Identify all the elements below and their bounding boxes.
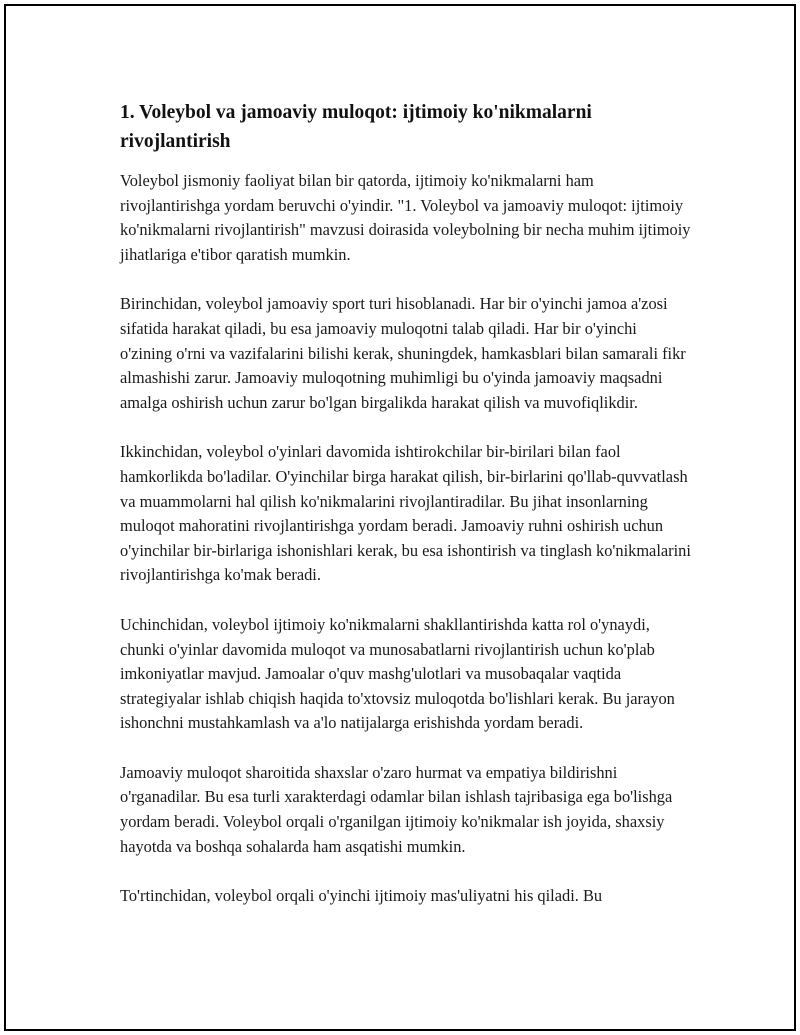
page-frame bbox=[4, 4, 796, 1031]
document-title: 1. Voleybol va jamoaviy muloqot: ijtimoiy ko'nikmalarni rivojlantirish bbox=[120, 102, 592, 152]
paragraph-third: Uchinchidan, voleybol ijtimoiy ko'nikmalarni shakllantirishda katta rol o'ynaydi, chunki o'yinlar davomida muloqot va munosabatlarni rivojlantirish uchun ko'plab imkoniyatlar mavjud. Jamoalar o'quv mashg'ulotlari va musobaqalar vaqtida strategiyalar ishlab chiqish haqida to'xtovsiz muloqotda bo'lishlari kerak. Bu jarayon ishonchni mustahkamlash va a'lo natijalarga erishishda yordam beradi. bbox=[120, 614, 675, 733]
paragraph-fourth: To'rtinchidan, voleybol orqali o'yinchi ijtimoiy mas'uliyatni his qiladi. Bu bbox=[120, 886, 603, 906]
paragraph-intro: Voleybol jismoniy faoliyat bilan bir qatorda, ijtimoiy ko'nikmalarni ham rivojlantirishga yordam beruvchi o'yindir. "1. Voleybol va jamoaviy muloqot: ijtimoiy ko'nikmalarni rivojlantirish" mavzusi doirasida voleybolning bir necha muhim ijtimoiy jihatlariga e'tibor qaratish mumkin. bbox=[120, 171, 691, 264]
document-body bbox=[120, 98, 692, 934]
paragraph-second: Ikkinchidan, voleybol o'yinlari davomida ishtirokchilar bir-birilari bilan faol hamkorlikda bo'ladilar. O'yinchilar birga harakat qilish, bir-birlarini qo'llab-quvvatlash va muammolarni hal qilish ko'nikmalarini rivojlantiradilar. Bu jihat insonlarning muloqot mahoratini rivojlantirishga yordam beradi. Jamoaviy ruhni oshirish uchun o'yinchilar bir-birlariga ishonishlari kerak, bu esa ishontirish va tinglash ko'nikmalarini rivojlantirishga ko'mak beradi. bbox=[120, 442, 691, 585]
paragraph-first: Birinchidan, voleybol jamoaviy sport turi hisoblanadi. Har bir o'yinchi jamoa a'zosi sifatida harakat qiladi, bu esa jamoaviy muloqotni talab qiladi. Har bir o'yinchi o'zining o'rni va vazifalarini bilishi kerak, shuningdek, hamkasblari bilan samarali fikr almashishi zarur. Jamoaviy muloqotning muhimligi bu o'yinda jamoaviy maqsadni amalga oshirish uchun zarur bo'lgan birgalikda harakat qilish va muvofiqlikdir. bbox=[120, 294, 686, 412]
paragraph-empathy: Jamoaviy muloqot sharoitida shaxslar o'zaro hurmat va empatiya bildirishni o'rganadilar. Bu esa turli xarakterdagi odamlar bilan ishlash tajribasiga ega bo'lishga yordam beradi. Voleybol orqali o'rganilgan ijtimoiy ko'nikmalar ish joyida, shaxsiy hayotda va boshqa sohalarda ham asqatishi mumkin. bbox=[120, 762, 673, 856]
